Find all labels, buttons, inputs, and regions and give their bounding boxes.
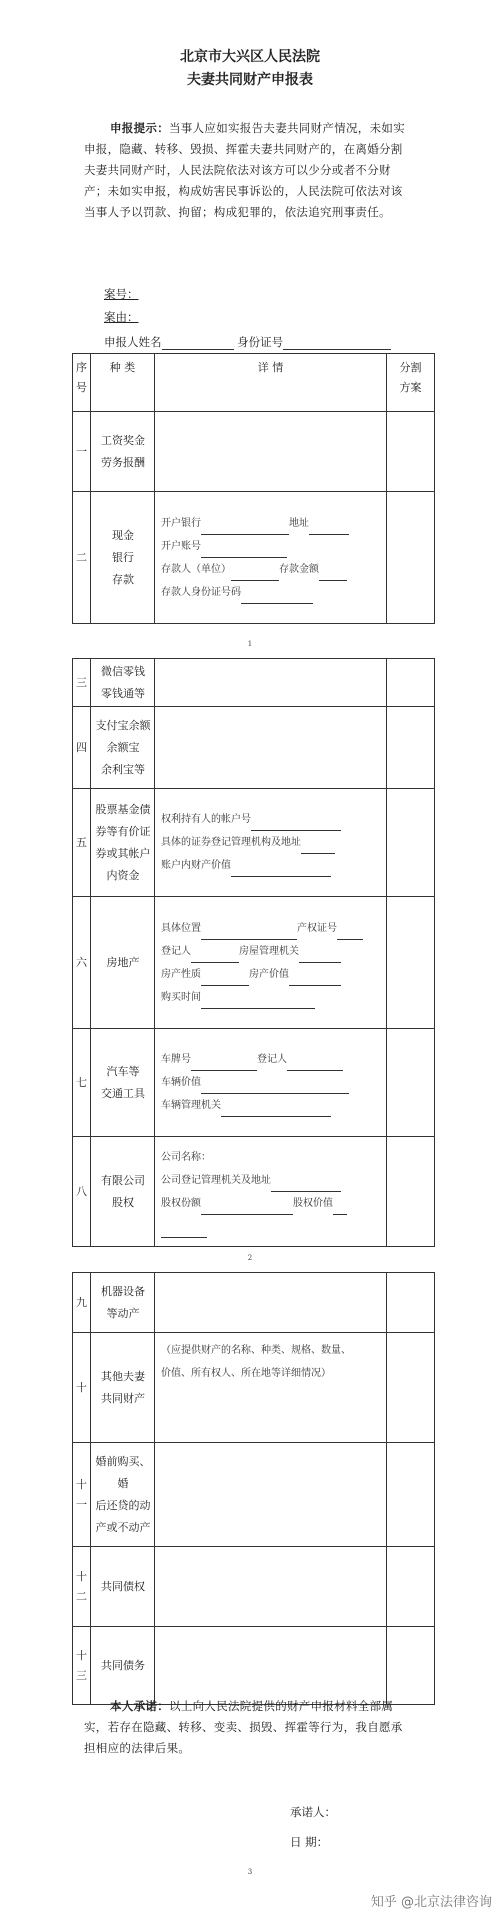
date-label: 日 期：: [290, 1835, 329, 1849]
row-detail[interactable]: [155, 1547, 387, 1627]
row-split[interactable]: [387, 1137, 435, 1247]
table-header-row: [73, 354, 435, 412]
row-detail[interactable]: 开户银行 地址 开户账号 存款人（单位） 存款金额 存款人身份证号码: [155, 492, 387, 624]
property-table-part3: [72, 1272, 435, 1705]
row-no: 十 三: [73, 1627, 91, 1705]
row-no: 六: [73, 897, 91, 1029]
row-no: 八: [73, 1137, 91, 1247]
case-number-label: 案号：: [104, 287, 139, 301]
row-kind: 工资奖金 劳务报酬: [91, 412, 155, 492]
row-split[interactable]: [387, 1273, 435, 1333]
table-row: [73, 1443, 435, 1547]
row-no: 九: [73, 1273, 91, 1333]
row-split[interactable]: [387, 789, 435, 897]
table-row: [73, 412, 435, 492]
row-no: 五: [73, 789, 91, 897]
row-no: 一: [73, 412, 91, 492]
row-kind: 现金 银行 存款: [91, 492, 155, 624]
table-row: [73, 1627, 435, 1705]
row-detail[interactable]: [155, 659, 387, 707]
header-kind: 种 类: [91, 354, 155, 412]
property-table-part2: [72, 658, 435, 1247]
applicant-line: [104, 334, 391, 350]
row-kind: 房地产: [91, 897, 155, 1029]
row-detail[interactable]: [155, 412, 387, 492]
applicant-name-input[interactable]: [162, 337, 234, 350]
table-row: [73, 1029, 435, 1137]
row-detail[interactable]: 公司名称： 公司登记管理机关及地址 股权份额 股权价值: [155, 1137, 387, 1247]
case-reason-field[interactable]: [104, 309, 139, 325]
table-row: [73, 1547, 435, 1627]
title-form: 夫妻共同财产申报表: [187, 72, 313, 88]
header-no: 序 号: [73, 354, 91, 412]
notice-lead: 申报提示：: [110, 121, 169, 135]
row-split[interactable]: [387, 492, 435, 624]
row-kind: 共同债务: [91, 1627, 155, 1705]
case-reason-label: 案由：: [104, 310, 139, 324]
table-row: [73, 659, 435, 707]
table-row: [73, 707, 435, 789]
table-row: [73, 1273, 435, 1333]
row-split[interactable]: [387, 1547, 435, 1627]
row-detail[interactable]: 具体位置 产权证号 登记人 房屋管理机关 房产性质 房产价值 购买时间: [155, 897, 387, 1029]
row-detail[interactable]: 权利持有人的帐户号 具体的证券登记管理机构及地址 账户内财产价值: [155, 789, 387, 897]
row-no: 十: [73, 1333, 91, 1443]
header-split: 分割 方案: [387, 354, 435, 412]
table-row: [73, 1137, 435, 1247]
row-split[interactable]: [387, 1029, 435, 1137]
zhihu-watermark: 知乎 @北京法律咨询: [370, 1895, 492, 1910]
row-kind: 共同债权: [91, 1547, 155, 1627]
notice-paragraph: [84, 118, 414, 223]
row-kind: 股票基金债 券等有价证 券或其帐户 内资金: [91, 789, 155, 897]
pledge-lead: 本人承诺：: [110, 1699, 169, 1713]
row-no: 七: [73, 1029, 91, 1137]
row-detail[interactable]: [155, 1627, 387, 1705]
pledge-text: 以上向人民法院提供的财产申报材料全部属实，若存在隐藏、转移、变卖、损毁、挥霍等行为，我自愿承担相应的法律后果。: [84, 1699, 403, 1755]
row-no: 二: [73, 492, 91, 624]
row-no: 十 一: [73, 1443, 91, 1547]
row-split[interactable]: [387, 412, 435, 492]
row-detail[interactable]: [155, 1273, 387, 1333]
row-kind: 支付宝余额 余额宝 余利宝等: [91, 707, 155, 789]
property-table-part1: [72, 353, 435, 624]
row-detail[interactable]: （应提供财产的名称、种类、规格、数量、 价值、所有权人、所在地等详细情况）: [155, 1333, 387, 1443]
row-detail[interactable]: [155, 707, 387, 789]
row-split[interactable]: [387, 1333, 435, 1443]
row-split[interactable]: [387, 897, 435, 1029]
row-no: 十 二: [73, 1547, 91, 1627]
table-row: [73, 1333, 435, 1443]
row-split[interactable]: [387, 659, 435, 707]
row-kind: 微信零钱 零钱通等: [91, 659, 155, 707]
title-court: 北京市大兴区人民法院: [180, 49, 320, 65]
table-row: [73, 789, 435, 897]
row-detail[interactable]: 车牌号 登记人 车辆价值 车辆管理机关: [155, 1029, 387, 1137]
page-number: 2: [247, 1254, 253, 1262]
row-kind: 汽车等 交通工具: [91, 1029, 155, 1137]
page-number: 1: [247, 640, 253, 648]
notice-text: 当事人应如实报告夫妻共同财产情况，未如实申报，隐藏、转移、毁损、挥霍夫妻共同财产的，在离婚分割夫妻共同财产时，人民法院依法对该方可以少分或者不分财产；未如实申报，构成妨害民事诉讼的，人民法院可依法对该当事人予以罚款、拘留；构成犯罪的，依法追究刑事责任。: [84, 121, 405, 219]
applicant-name-label: 申报人姓名: [104, 335, 162, 349]
row-no: 三: [73, 659, 91, 707]
id-number-label: 身份证号: [237, 335, 284, 349]
row-split[interactable]: [387, 1627, 435, 1705]
row-no: 四: [73, 707, 91, 789]
row-kind: 婚前购买、婚 后还贷的动 产或不动产: [91, 1443, 155, 1547]
pledge-paragraph: [84, 1696, 414, 1759]
table-row: [73, 897, 435, 1029]
row-detail[interactable]: [155, 1443, 387, 1547]
row-kind: 其他夫妻 共同财产: [91, 1333, 155, 1443]
row-split[interactable]: [387, 707, 435, 789]
table-row: [73, 492, 435, 624]
id-number-input[interactable]: [283, 337, 391, 350]
signature-label: 承诺人：: [290, 1805, 336, 1819]
header-detail: 详 情: [155, 354, 387, 412]
page-number: 3: [247, 1868, 253, 1876]
row-kind: 有限公司 股权: [91, 1137, 155, 1247]
row-kind: 机器设备 等动产: [91, 1273, 155, 1333]
row-split[interactable]: [387, 1443, 435, 1547]
case-number-field[interactable]: [104, 286, 141, 302]
